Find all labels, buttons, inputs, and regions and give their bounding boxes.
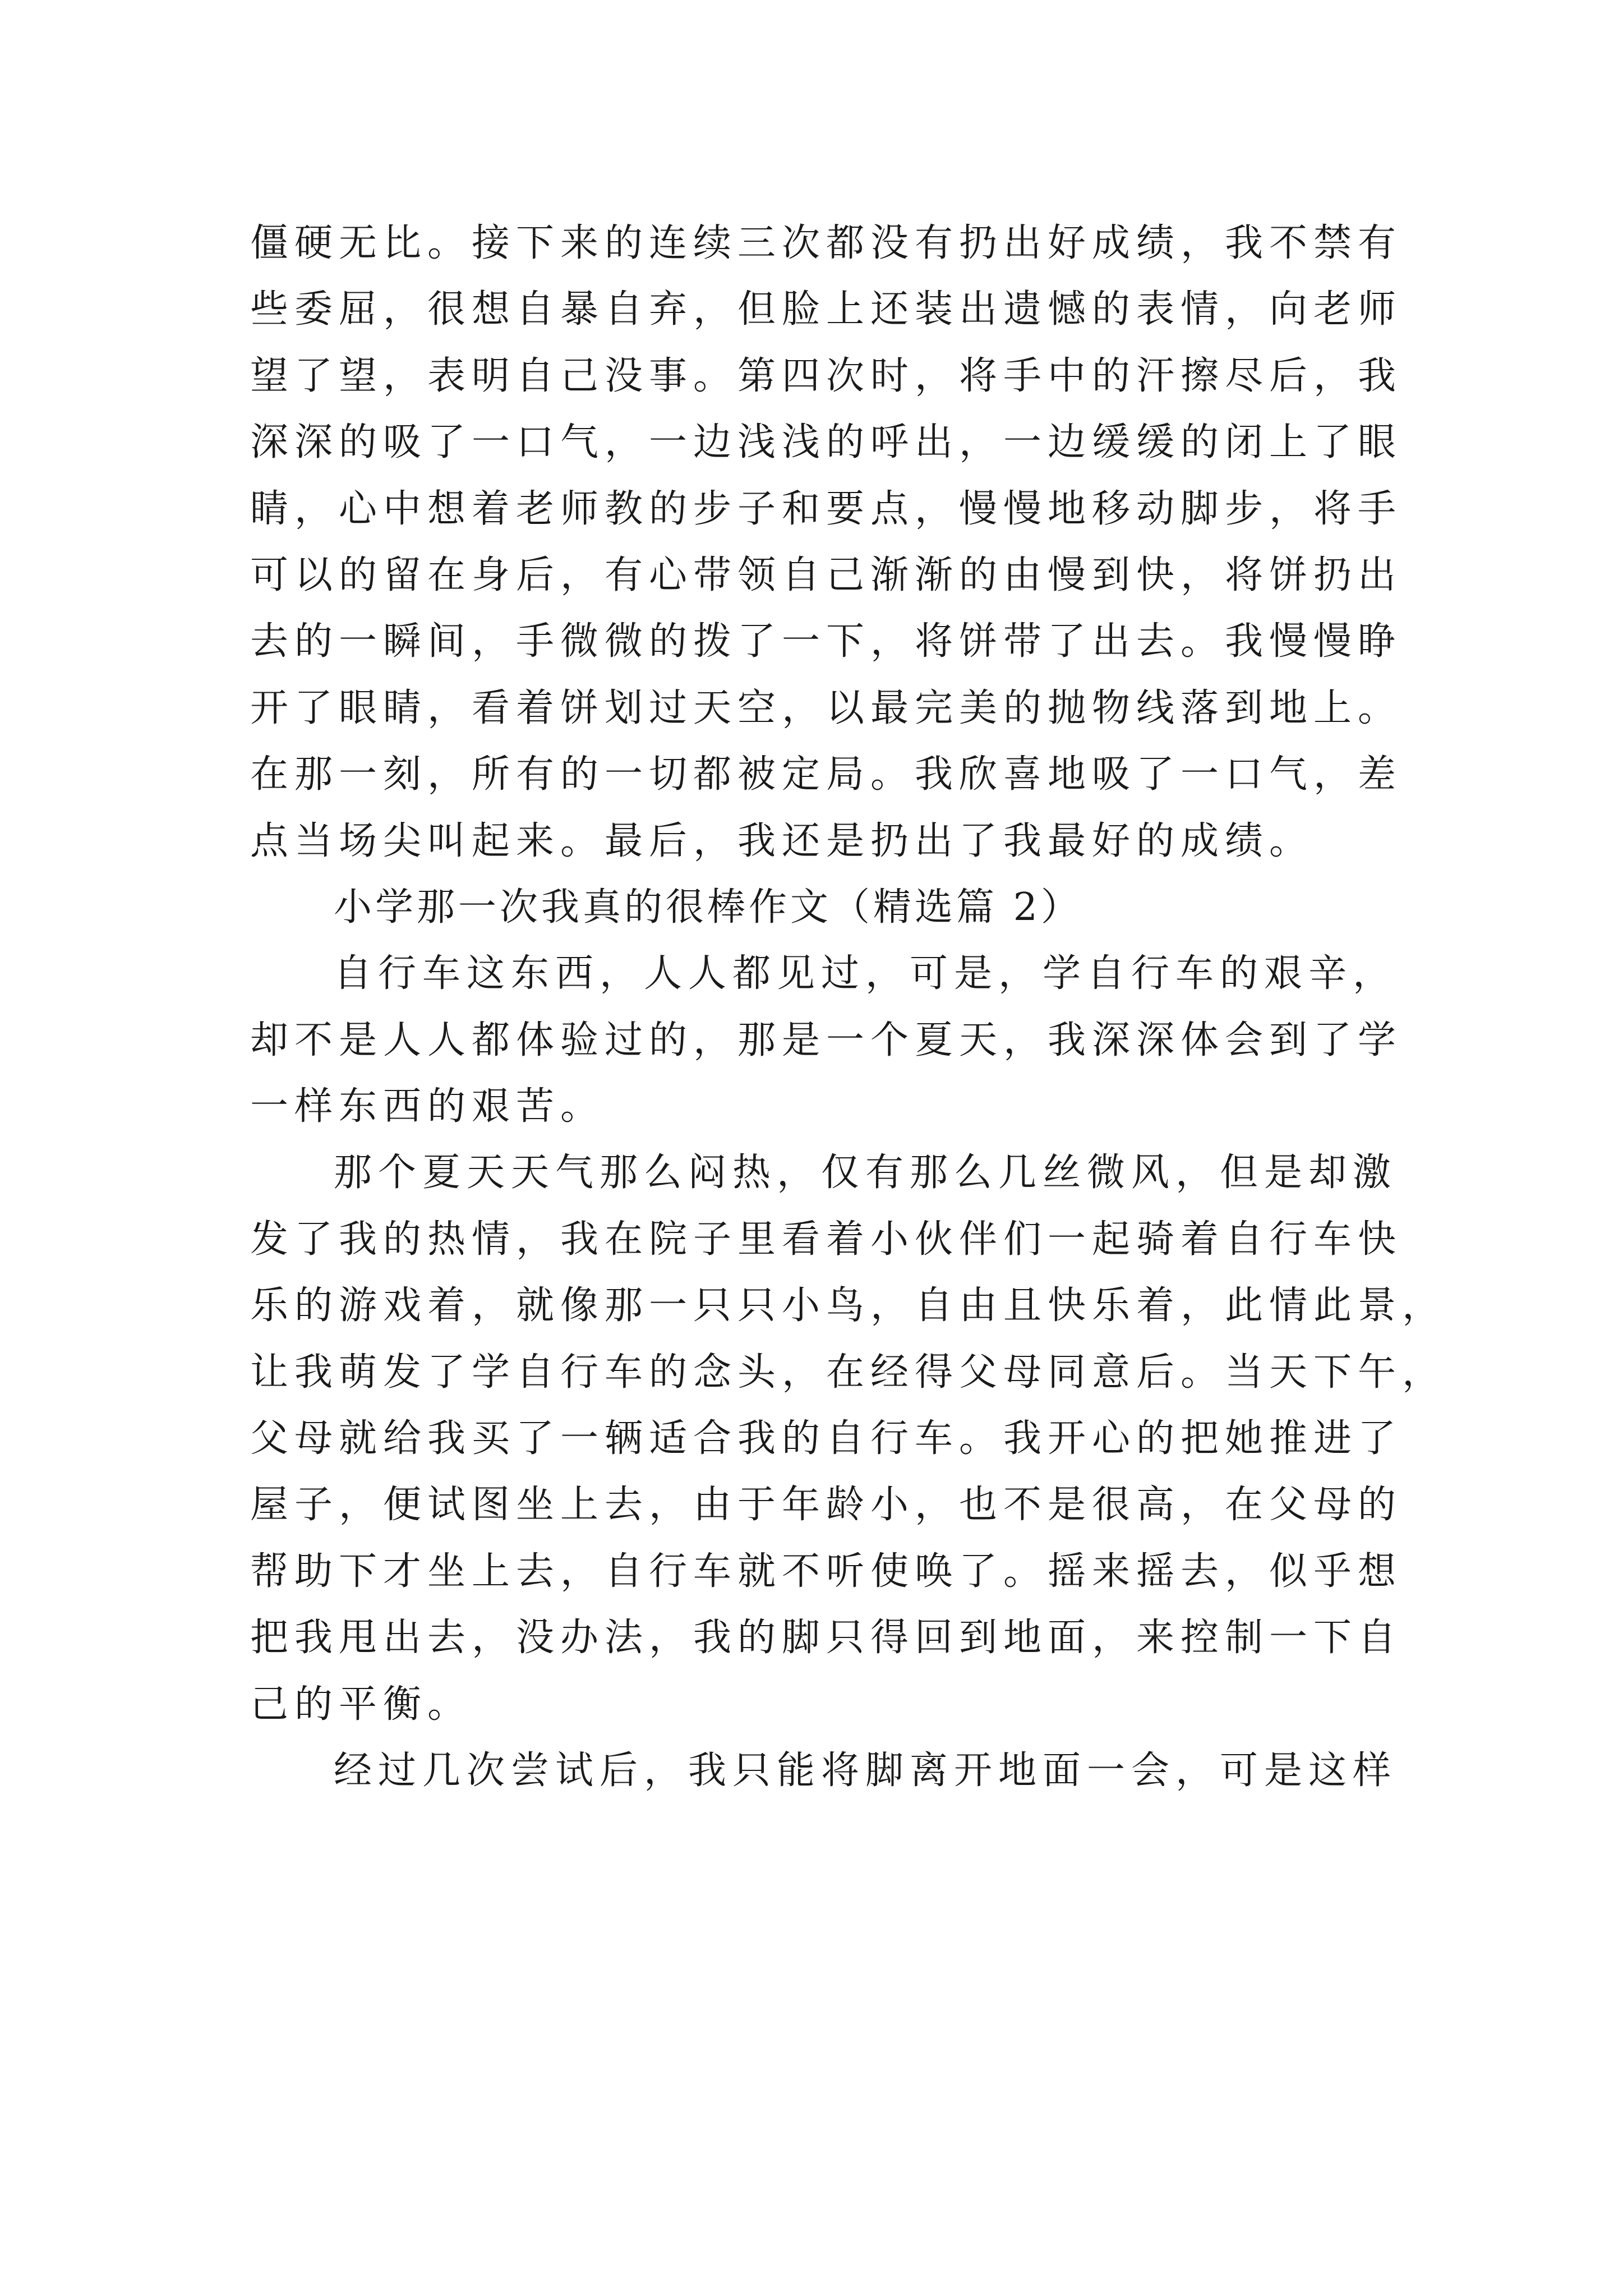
paragraph-line: 一样东西的艰苦。 — [250, 1084, 605, 1129]
paragraph-line: 发了我的热情，我在院子里看着小伙伴们一起骑着自行车快 — [250, 1217, 1403, 1262]
paragraph-line: 那个夏天天气那么闷热，仅有那么几丝微风，但是却激 — [334, 1151, 1398, 1195]
paragraph-line: 点当场尖叫起来。最后，我还是扔出了我最好的成绩。 — [250, 818, 1314, 863]
paragraph-line: 僵硬无比。接下来的连续三次都没有扔出好成绩，我不禁有 — [250, 221, 1403, 265]
paragraph-line: 在那一刻，所有的一切都被定局。我欣喜地吸了一口气，差 — [250, 752, 1403, 797]
paragraph-line: 深深的吸了一口气，一边浅浅的呼出，一边缓缓的闭上了眼 — [250, 420, 1403, 465]
paragraph-line: 些委屈，很想自暴自弃，但脸上还装出遗憾的表情，向老师 — [250, 287, 1403, 332]
essay-body — [250, 210, 1447, 1804]
paragraph-line: 帮助下才坐上去，自行车就不听使唤了。摇来摇去，似乎想 — [250, 1549, 1403, 1594]
paragraph-line: 望了望，表明自己没事。第四次时，将手中的汗擦尽后，我 — [250, 353, 1403, 398]
paragraph-line: 让我萌发了学自行车的念头，在经得父母同意后。当天下午， — [250, 1350, 1447, 1395]
paragraph-line: 把我甩出去，没办法，我的脚只得回到地面，来控制一下自 — [250, 1616, 1403, 1660]
paragraph-line: 睛，心中想着老师教的步子和要点，慢慢地移动脚步，将手 — [250, 486, 1403, 531]
paragraph-line: 乐的游戏着，就像那一只只小鸟，自由且快乐着，此情此景， — [250, 1283, 1447, 1328]
paragraph-line: 去的一瞬间，手微微的拨了一下，将饼带了出去。我慢慢睁 — [250, 619, 1403, 664]
paragraph-line: 自行车这东西，人人都见过，可是，学自行车的艰辛， — [334, 951, 1398, 996]
section-heading: 小学那一次我真的很棒作文（精选篇 2） — [334, 885, 1082, 930]
paragraph-line: 却不是人人都体验过的，那是一个夏天，我深深体会到了学 — [250, 1018, 1403, 1062]
paragraph-line: 屋子，便试图坐上去，由于年龄小，也不是很高，在父母的 — [250, 1483, 1403, 1527]
paragraph-line: 开了眼睛，看着饼划过天空，以最完美的抛物线落到地上。 — [250, 685, 1403, 730]
paragraph-line: 父母就给我买了一辆适合我的自行车。我开心的把她推进了 — [250, 1416, 1403, 1461]
paragraph-line: 经过几次尝试后，我只能将脚离开地面一会，可是这样 — [334, 1748, 1398, 1793]
paragraph-line: 可以的留在身后，有心带领自己渐渐的由慢到快，将饼扔出 — [250, 553, 1403, 597]
paragraph-line: 己的平衡。 — [250, 1682, 472, 1727]
